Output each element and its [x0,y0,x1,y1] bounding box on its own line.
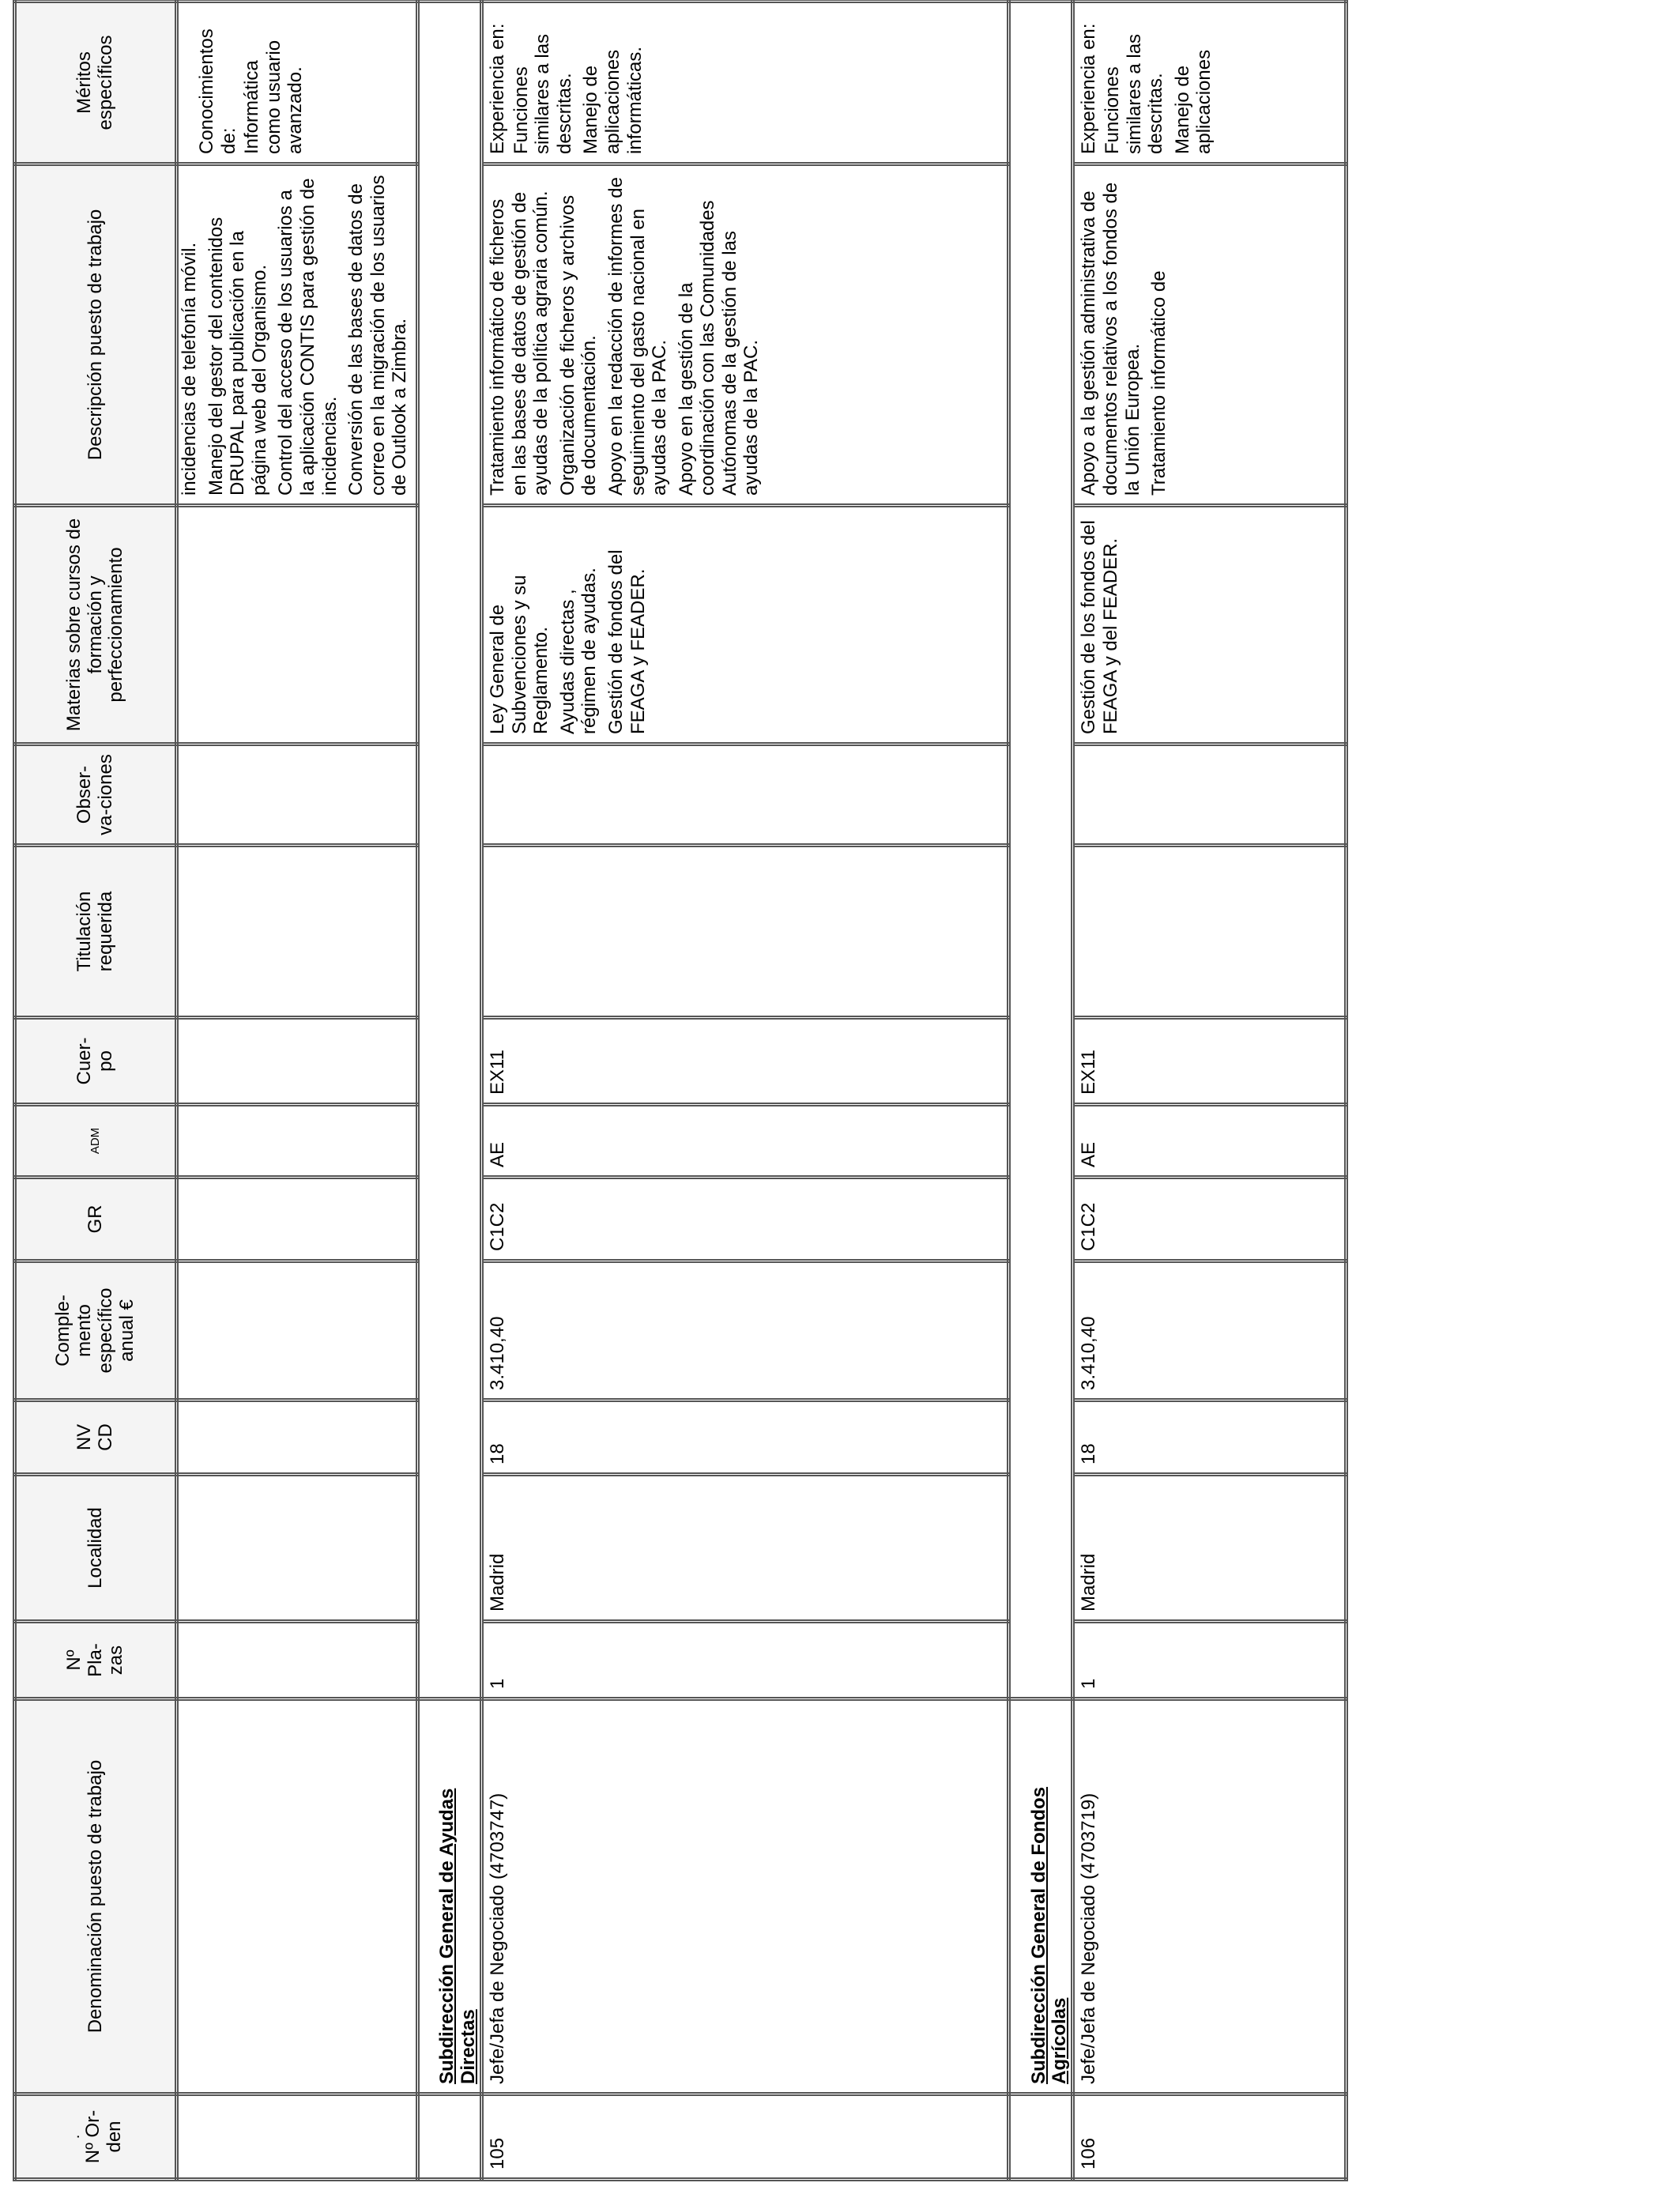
observaciones [1073,745,1347,846]
grupo: C1C2 [1073,1178,1347,1261]
complemento: 3.410,40 [481,1261,1008,1400]
materias: Gestión de los fondos del FEAGA y del FEADER. [1073,506,1347,745]
col-titulacion: Titulación requerida [15,846,177,1018]
orden: 106 [1073,2094,1347,2180]
header-row [15,2,177,2180]
col-meritos: Méritos específicos [15,2,177,164]
table-row [481,2,1008,2180]
section-header [1009,2,1073,2180]
col-nivel: NV CD [15,1400,177,1475]
section-title: Subdirección General de Fondos Agrícolas [1027,1786,1071,2084]
continuation-row [177,2,418,2180]
adm: AE [481,1105,1008,1178]
titulacion [1073,846,1347,1018]
meritos: Experiencia en: Funciones similares a las descritas. Manejo de aplicaciones informáticas. [481,2,1008,164]
col-denominacion: Denominación puesto de trabajo [15,1699,177,2094]
orden: 105 [481,2094,1008,2180]
descripcion: Tratamiento informático de ficheros en las bases de datos de gestión de ayudas de la política agraria común. Organización de ficheros y archivos de documentación. Apoyo en la redacción de informes de seguimiento del gasto nacional en ayudas de la PAC. Apoyo en la gestión de la coordinación con las Comunidades Autónomas de la gestión de las ayudas de la PAC. [481,164,1008,506]
meritos: Experiencia en: Funciones similares a las descritas. Manejo de aplicaciones [1073,2,1347,164]
col-plazas: Nº Pla-zas [15,1622,177,1699]
col-adm: ADM [15,1105,177,1178]
localidad: Madrid [481,1475,1008,1622]
adm: AE [1073,1105,1347,1178]
job-positions-table [13,0,1348,2181]
table-row [1073,2,1347,2180]
titulacion [481,846,1008,1018]
descripcion: Apoyo a la gestión administrativa de documentos relativos a los fondos de la Unión Europea. Tratamiento informático de [1073,164,1347,506]
section-header [417,2,481,2180]
grupo: C1C2 [481,1178,1008,1261]
materias: Ley General de Subvenciones y su Reglamento. Ayudas directas , régimen de ayudas. Gestión de fondos del FEAGA y FEADER. [481,506,1008,745]
cuerpo: EX11 [481,1018,1008,1105]
plazas: 1 [1073,1622,1347,1699]
cuerpo: EX11 [1073,1018,1347,1105]
orden-dot: . [65,2134,83,2139]
col-orden-label: Nº Or-den [82,2109,126,2164]
col-orden [15,2094,177,2180]
denominacion: Jefe/Jefa de Negociado (4703719) [1073,1699,1347,2094]
col-localidad: Localidad [15,1475,177,1622]
continuation-descripcion: incidencias de telefonía móvil. Manejo del gestor del contenidos DRUPAL para publicación en la página web del Organismo. Control del acceso de los usuarios a la aplicación CONTIS para gestión de incidencias. Conversión de las bases de datos de correo en la migración de los usuarios de Outlook a Zimbra. [177,164,418,506]
col-descripcion: Descripción puesto de trabajo [15,164,177,506]
col-complemento: Comple-mento específico anual € [15,1261,177,1400]
col-grupo: GR [15,1178,177,1261]
section-title: Subdirección General de Ayudas Directas [436,1788,480,2084]
col-cuerpo: Cuer-po [15,1018,177,1105]
nivel: 18 [1073,1400,1347,1475]
col-observaciones: Obser-va-ciones [15,745,177,846]
complemento: 3.410,40 [1073,1261,1347,1400]
col-materias: Materias sobre cursos de formación y perfeccionamiento [15,506,177,745]
localidad: Madrid [1073,1475,1347,1622]
plazas: 1 [481,1622,1008,1699]
nivel: 18 [481,1400,1008,1475]
observaciones [481,745,1008,846]
denominacion: Jefe/Jefa de Negociado (4703747) [481,1699,1008,2094]
continuation-meritos: Conocimientos de: Informática como usuario avanzado. [177,2,418,164]
